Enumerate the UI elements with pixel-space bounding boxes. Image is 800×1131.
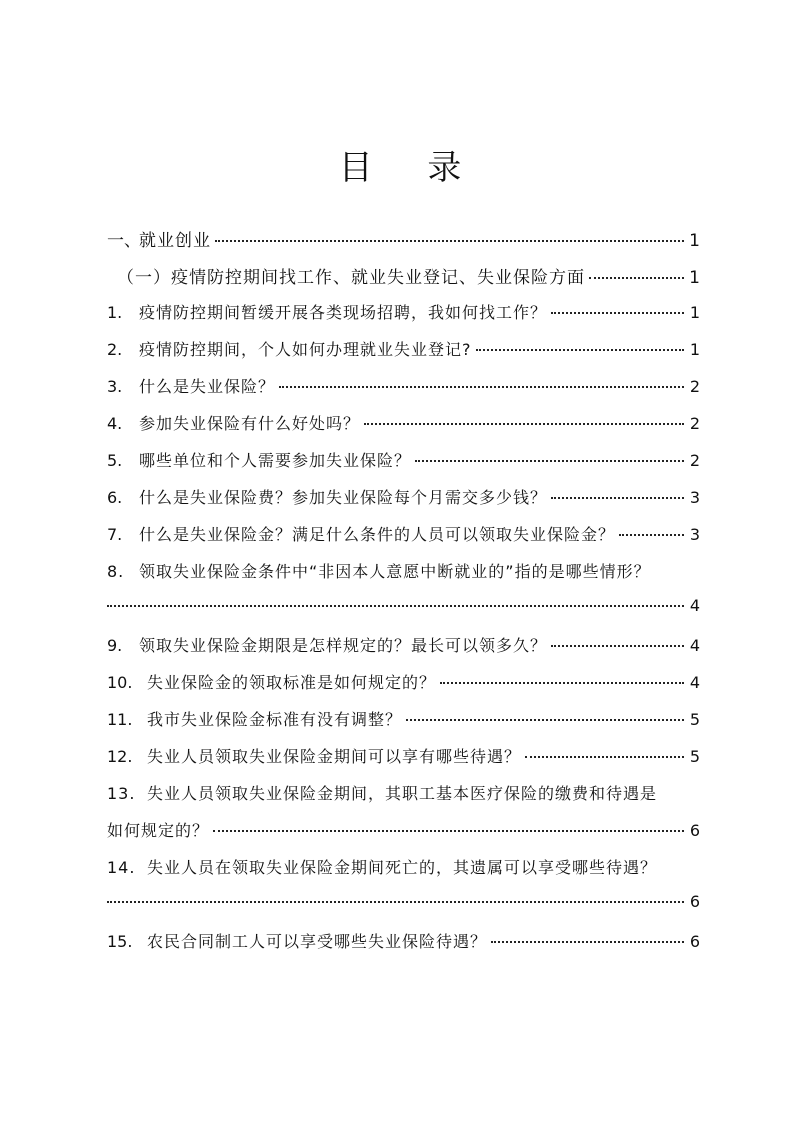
toc-page-number: 2 xyxy=(689,414,700,433)
toc-entry-number: 9. xyxy=(107,636,123,655)
toc-page-number: 4 xyxy=(689,636,700,655)
toc-page-number: 3 xyxy=(689,488,700,507)
toc-entry[interactable] xyxy=(107,263,700,300)
toc-page-number: 6 xyxy=(689,892,700,911)
toc-page-number: 5 xyxy=(689,710,700,729)
toc-entry[interactable] xyxy=(107,855,700,929)
toc-entry-number: 4. xyxy=(107,414,123,433)
toc-entry[interactable] xyxy=(107,744,700,781)
toc-entry-number: 一、 xyxy=(107,231,141,251)
toc-page-number: 2 xyxy=(689,377,700,396)
toc-entry-title: （一）疫情防控期间找工作、就业失业登记、失业保险方面 xyxy=(117,268,585,288)
toc-entry-title: 失业人员领取失业保险金期间可以享有哪些待遇？ xyxy=(147,747,522,766)
toc-page-number: 4 xyxy=(689,596,700,615)
toc-entry-number: 8. xyxy=(107,562,125,581)
toc-entry-title: 农民合同制工人可以享受哪些失业保险待遇？ xyxy=(147,932,488,951)
toc-entry[interactable] xyxy=(107,226,700,263)
toc-leader-dots xyxy=(107,901,684,903)
toc-entry[interactable] xyxy=(107,374,700,411)
toc-entry[interactable] xyxy=(107,633,700,670)
toc-page-number: 3 xyxy=(689,525,700,544)
toc-entry[interactable] xyxy=(107,781,700,855)
toc-entry[interactable] xyxy=(107,411,700,448)
toc-entry-number: 11. xyxy=(107,710,133,729)
toc-entry-number: 3. xyxy=(107,377,123,396)
toc-entry[interactable] xyxy=(107,448,700,485)
toc-page-number: 1 xyxy=(689,231,700,251)
toc-entry[interactable] xyxy=(107,300,700,337)
toc-entry[interactable] xyxy=(107,485,700,522)
toc-leader-dots xyxy=(215,240,684,242)
toc-leader-dots xyxy=(213,830,684,832)
toc-entry-number: 15. xyxy=(107,932,133,951)
toc-entry-title: 失业保险金的领取标准是如何规定的？ xyxy=(147,673,437,692)
toc-page-number: 4 xyxy=(689,673,700,692)
toc-leader-dots xyxy=(551,497,684,499)
toc-entry-title: 领取失业保险金条件中“非因本人意愿中断就业的”指的是哪些情形？ xyxy=(139,562,651,581)
toc-leader-dots xyxy=(107,605,684,607)
toc-entry-number: 1. xyxy=(107,303,123,322)
toc-entry-title: 我市失业保险金标准有没有调整？ xyxy=(147,710,403,729)
table-of-contents xyxy=(107,226,700,966)
toc-leader-dots xyxy=(476,349,685,351)
toc-leader-dots xyxy=(491,941,684,943)
toc-entry-title: 领取失业保险金期限是怎样规定的？最长可以领多久？ xyxy=(139,636,548,655)
toc-leader-dots xyxy=(279,386,684,388)
toc-leader-dots xyxy=(364,423,684,425)
toc-page-number: 5 xyxy=(689,747,700,766)
toc-leader-dots xyxy=(551,645,684,647)
toc-entry-title: 什么是失业保险？ xyxy=(139,377,276,396)
toc-entry-number: 6. xyxy=(107,488,123,507)
toc-leader-dots xyxy=(589,277,684,279)
toc-leader-dots xyxy=(415,460,684,462)
toc-entry-title: 失业人员领取失业保险金期间，其职工基本医疗保险的缴费和待遇是 xyxy=(147,784,658,803)
toc-entry-number: 12. xyxy=(107,747,133,766)
toc-entry-title: 哪些单位和个人需要参加失业保险？ xyxy=(139,451,412,470)
toc-entry-title: 疫情防控期间，个人如何办理就业失业登记? xyxy=(139,340,472,359)
toc-page-number: 1 xyxy=(689,268,700,288)
toc-entry[interactable] xyxy=(107,337,700,374)
toc-page-number: 6 xyxy=(689,932,700,951)
toc-entry-title: 失业人员在领取失业保险金期间死亡的，其遗属可以享受哪些待遇？ xyxy=(147,858,658,877)
toc-leader-dots xyxy=(440,682,684,684)
toc-page-number: 2 xyxy=(689,451,700,470)
toc-entry[interactable] xyxy=(107,929,700,966)
toc-entry[interactable] xyxy=(107,522,700,559)
toc-entry-number: 14. xyxy=(107,858,136,877)
toc-leader-dots xyxy=(619,534,684,536)
toc-entry-number: 5. xyxy=(107,451,123,470)
toc-entry-title: 什么是失业保险金？满足什么条件的人员可以领取失业保险金？ xyxy=(139,525,616,544)
toc-page-number: 1 xyxy=(689,340,700,359)
toc-entry-number: 13. xyxy=(107,784,136,803)
toc-page-number: 1 xyxy=(689,303,700,322)
toc-entry-title: 就业创业 xyxy=(139,231,211,251)
toc-entry-number: 7. xyxy=(107,525,123,544)
toc-entry[interactable] xyxy=(107,559,700,633)
toc-leader-dots xyxy=(551,312,684,314)
toc-page-number: 6 xyxy=(689,821,700,840)
toc-entry-title-continued: 如何规定的？ xyxy=(107,821,210,840)
page-title: 目 录 xyxy=(338,148,484,188)
toc-entry-title: 参加失业保险有什么好处吗？ xyxy=(139,414,361,433)
toc-entry-title: 疫情防控期间暂缓开展各类现场招聘，我如何找工作？ xyxy=(139,303,548,322)
toc-entry-number: 10. xyxy=(107,673,133,692)
toc-leader-dots xyxy=(525,756,684,758)
toc-leader-dots xyxy=(406,719,684,721)
toc-entry[interactable] xyxy=(107,707,700,744)
toc-entry-number: 2. xyxy=(107,340,123,359)
toc-entry[interactable] xyxy=(107,670,700,707)
toc-entry-title: 什么是失业保险费？参加失业保险每个月需交多少钱？ xyxy=(139,488,548,507)
